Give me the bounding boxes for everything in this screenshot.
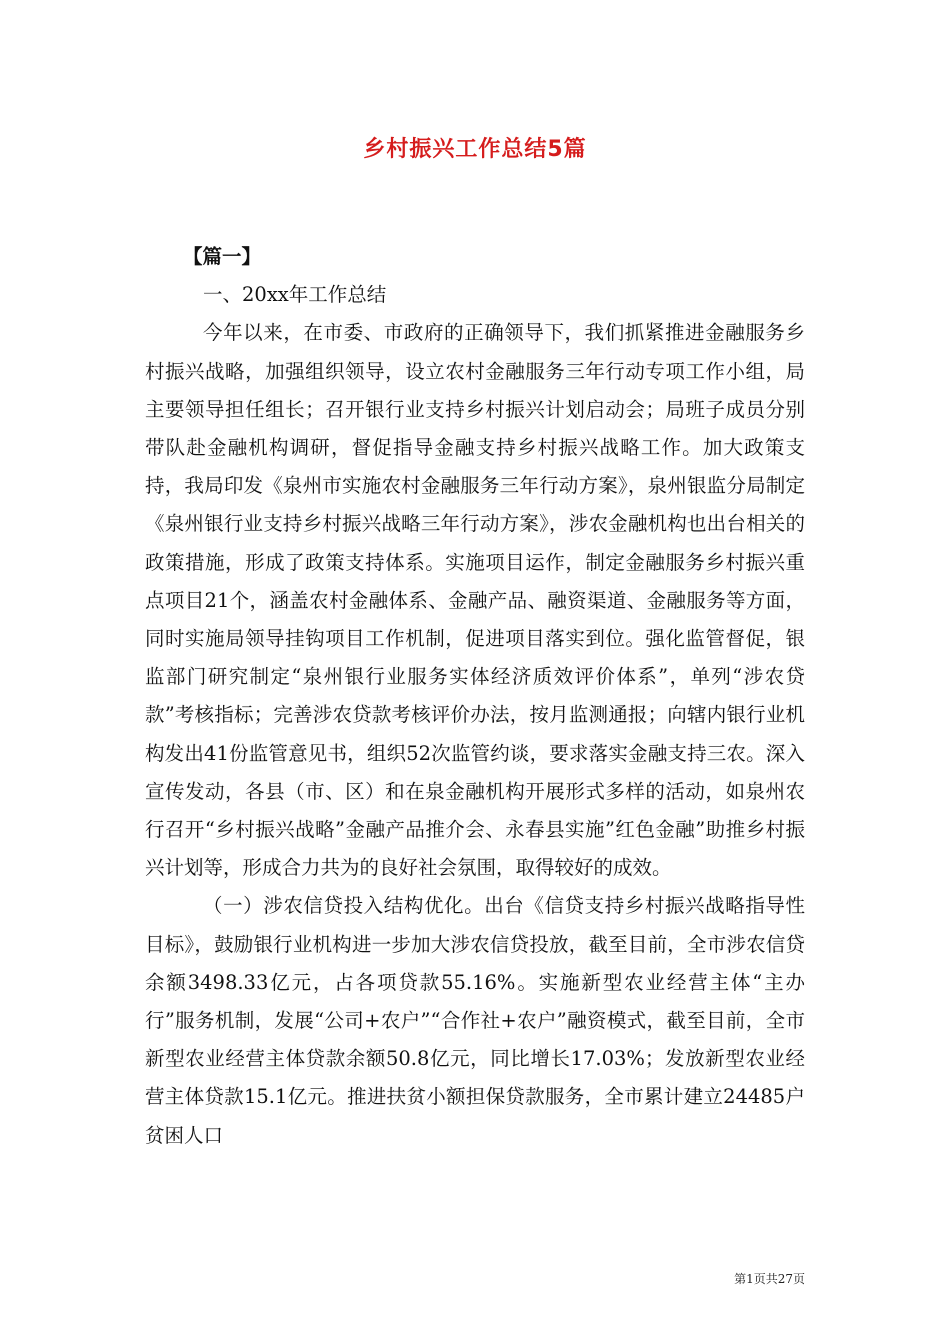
document-title: 乡村振兴工作总结5篇 [363, 137, 587, 162]
document-body [145, 238, 805, 1155]
paragraph-2: （一）涉农信贷投入结构优化。出台《信贷支持乡村振兴战略指导性目标》，鼓励银行业机构进一步加大涉农信贷投放，截至目前，全市涉农信贷余额3498.33亿元，占各项贷款55.16%。实施新型农业经营主体“主办行”服务机制，发展“公司+农户”“合作社+农户”融资模式，截至目前，全市新型农业经营主体贷款余额50.8亿元，同比增长17.03%；发放新型农业经营主体贷款15.1亿元。推进扶贫小额担保贷款服务，全市累计建立24485户贫困人口 [145, 894, 805, 1147]
paragraph-1: 今年以来，在市委、市政府的正确领导下，我们抓紧推进金融服务乡村振兴战略，加强组织领导，设立农村金融服务三年行动专项工作小组，局主要领导担任组长；召开银行业支持乡村振兴计划启动会；局班子成员分别带队赴金融机构调研，督促指导金融支持乡村振兴战略工作。加大政策支持，我局印发《泉州市实施农村金融服务三年行动方案》，泉州银监分局制定《泉州银行业支持乡村振兴战略三年行动方案》，涉农金融机构也出台相关的政策措施，形成了政策支持体系。实施项目运作，制定金融服务乡村振兴重点项目21个，涵盖农村金融体系、金融产品、融资渠道、金融服务等方面，同时实施局领导挂钩项目工作机制，促进项目落实到位。强化监管督促，银监部门研究制定“泉州银行业服务实体经济质效评价体系”，单列“涉农贷款”考核指标；完善涉农贷款考核评价办法，按月监测通报；向辖内银行业机构发出41份监管意见书，组织52次监管约谈，要求落实金融支持三农。深入宣传发动，各县（市、区）和在泉金融机构开展形式多样的活动，如泉州农行召开“乡村振兴战略”金融产品推介会、永春县实施”红色金融”助推乡村振兴计划等，形成合力共为的良好社会氛围，取得较好的成效。 [145, 321, 805, 880]
section-label: 【篇一】 [183, 245, 262, 268]
subheading: 一、20xx年工作总结 [203, 283, 387, 307]
page-footer: 第1页共27页 [734, 1272, 805, 1286]
